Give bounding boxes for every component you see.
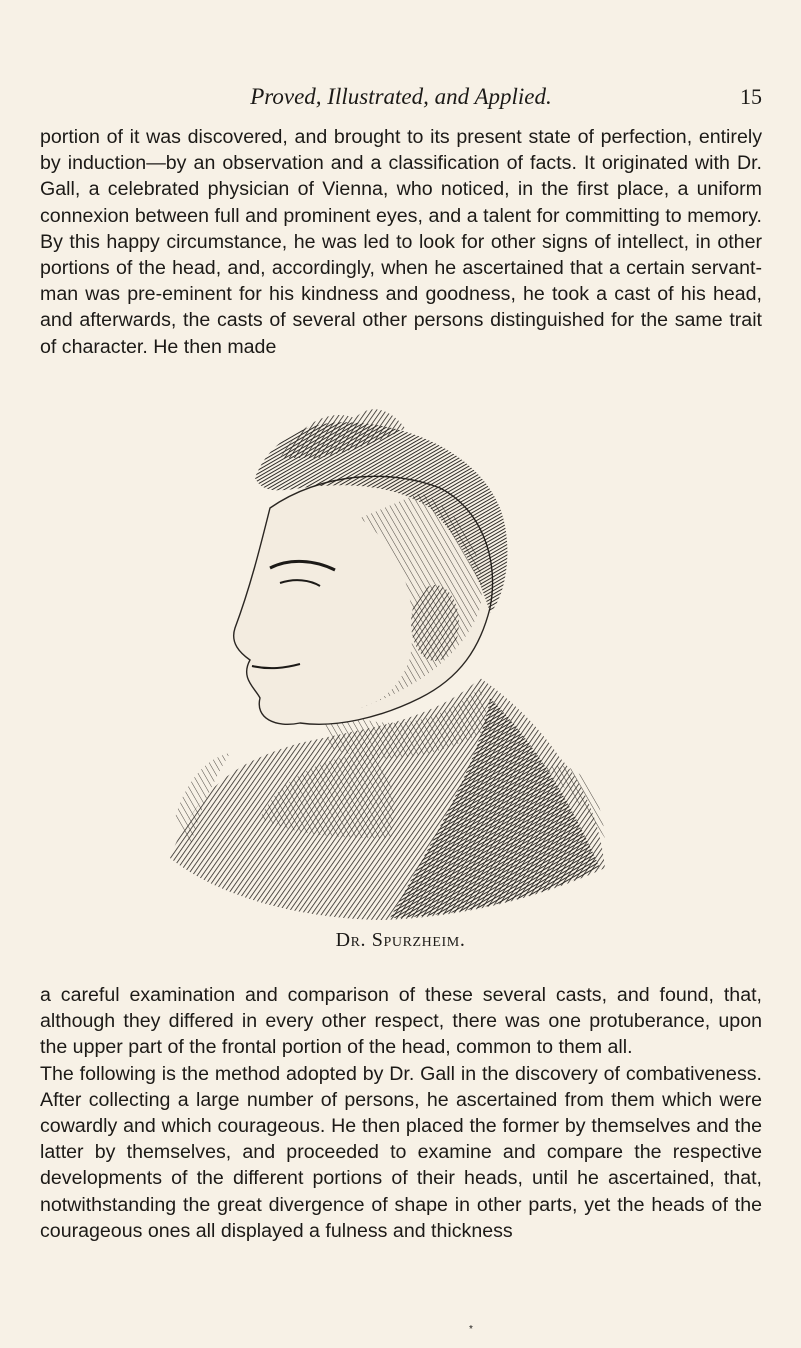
portrait-engraving-image xyxy=(160,398,620,923)
page-number: 15 xyxy=(740,84,762,109)
ear-shape xyxy=(411,585,459,661)
paragraph: The following is the method adopted by Dr. Gall in the discovery of combativeness. After collecting a large number of persons, he ascertained from them which were cowardly and which courageous. He then placed the former by themselves and the latter by themselves, and proceeded to examine and compare the respective developments of the different portions of their heads, until he ascertained, that, notwithstanding the great divergence of shape in other parts, yet the heads of the courageous ones all displayed a fulness and thickness xyxy=(40,1062,762,1242)
figure-caption: Dr. Spurzheim. xyxy=(335,929,466,951)
running-title: Proved, Illustrated, and Applied. xyxy=(250,84,552,109)
running-header xyxy=(40,80,762,114)
paragraph: portion of it was discovered, and brought to its present state of perfection, entirely by induction—by an observation and a classification of facts. It originated with Dr. Gall, a celebrated physician of Vienna, who noticed, in the first place, a uniform connexion between full and prominent eyes, and a talent for committing to memory. By this happy circumstance, he was led to look for other signs of intellect, in other portions of the head, and, accordingly, when he ascertained that a certain servant-man was pre-eminent for his kindness and goodness, he took a cast of his head, and afterwards, the casts of several other persons distinguished for the same trait of character. He then made xyxy=(40,126,762,358)
portrait-illustration xyxy=(160,398,620,923)
footer-mark: * xyxy=(469,1324,473,1335)
paragraph: a careful examination and comparison of these several casts, and found, that, although they differed in every other respect, there was one protuberance, upon the upper part of the frontal portion of the head, common to them all. xyxy=(40,984,762,1059)
text-block-bottom xyxy=(40,982,762,1244)
text-block-top xyxy=(40,124,762,360)
